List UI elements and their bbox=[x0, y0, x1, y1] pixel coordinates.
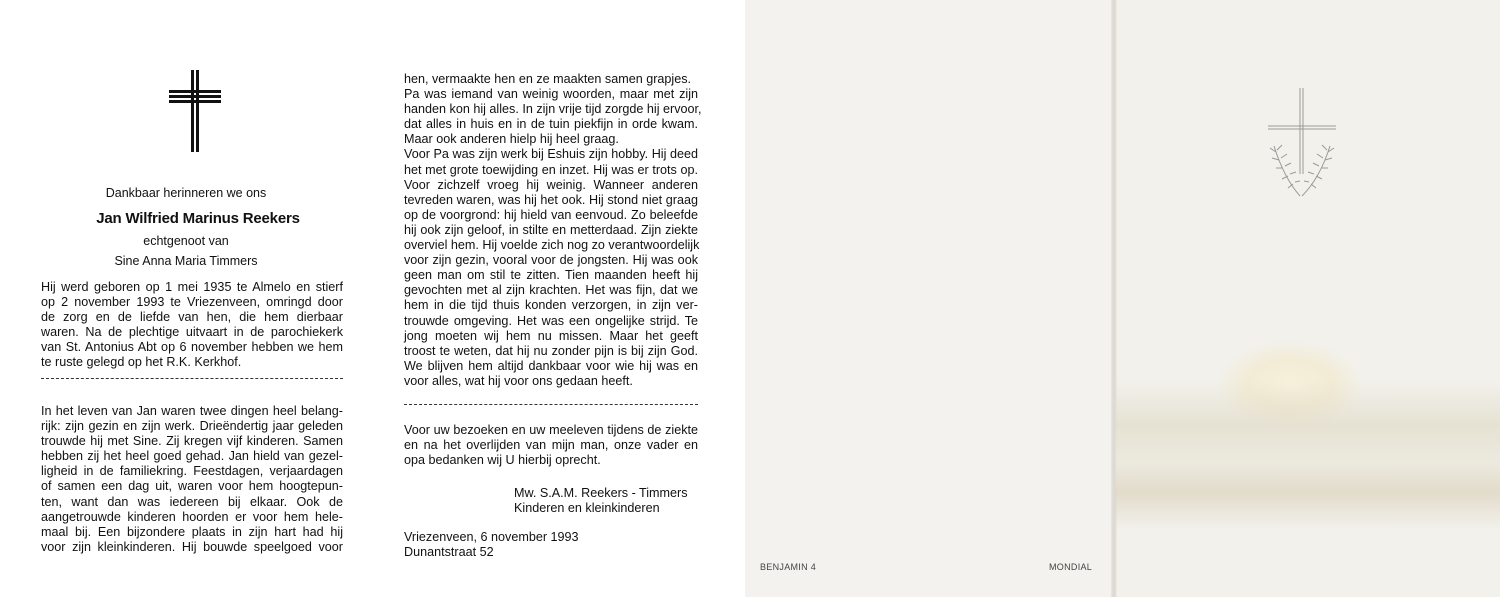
text-line: We blijven hem altijd dankbaar voor wie hij was en bbox=[404, 358, 698, 373]
text-line: en na het overlijden van mijn man, onze vader en bbox=[404, 438, 698, 453]
text-line: hij ook zijn geloof, in stilte en metterdaad. Zijn ziekte bbox=[404, 222, 698, 237]
biography-paragraph bbox=[41, 280, 343, 371]
deceased-name: Jan Wilfried Marinus Reekers bbox=[96, 210, 300, 227]
card-label-left: BENJAMIN 4 bbox=[760, 562, 817, 572]
life-paragraph bbox=[41, 404, 343, 555]
signer-family: Kinderen en kleinkinderen bbox=[514, 501, 660, 516]
text-line: tevreden waren, was hij het ook. Hij stond niet graag bbox=[404, 192, 698, 207]
text-line: opa bedanken wij U hierbij oprecht. bbox=[404, 453, 601, 468]
text-line: Voor zichzelf vroeg hij weinig. Wanneer anderen bbox=[404, 177, 698, 192]
text-line: aangetrouwde kinderen hoorden er voor hem hele- bbox=[41, 509, 343, 524]
text-line: trouwde omgeving. Het was een ongelijke strijd. Te bbox=[404, 313, 698, 328]
cross-laurel-icon bbox=[1262, 88, 1342, 203]
text-line: rijk: zijn gezin en zijn werk. Drieëndertig jaar geleden bbox=[41, 419, 343, 434]
divider bbox=[404, 404, 698, 405]
text-line: of samen een dag uit, waren voor hem hoogtepun- bbox=[41, 479, 343, 494]
text-line: voor zijn gezin, vooral voor de jongsten. Hij was ook bbox=[404, 253, 698, 268]
place-date: Vriezenveen, 6 november 1993 bbox=[404, 530, 579, 544]
text-line: trouwde hij met Sine. Zij kregen vijf kinderen. Samen bbox=[41, 434, 343, 449]
text-line: Voor Pa was zijn werk bij Eshuis zijn hobby. Hij deed bbox=[404, 147, 698, 162]
text-line: In het leven van Jan waren twee dingen heel belang- bbox=[41, 404, 343, 418]
text-line: Hij werd geboren op 1 mei 1935 te Almelo en stierf bbox=[41, 280, 343, 294]
clouds-illustration bbox=[1115, 380, 1500, 530]
text-line: ten, want dan was iedereen bij elkaar. Ook de bbox=[41, 494, 343, 509]
card-label-right: MONDIAL bbox=[1049, 562, 1093, 572]
cross-icon bbox=[169, 70, 221, 152]
address-block bbox=[404, 530, 664, 560]
text-line: geen man om stil te zitten. Tien maanden heeft hij bbox=[404, 268, 698, 283]
text-line: jong moeten wij hem nu missen. Maar het geeft bbox=[404, 328, 698, 343]
text-line: op 2 november 1993 te Vriezenveen, omringd door bbox=[41, 295, 343, 310]
text-line: troost te weten, dat hij nu zonder pijn is bij zijn God. bbox=[404, 343, 698, 358]
text-line: te ruste gelegd op het R.K. Kerkhof. bbox=[41, 355, 242, 370]
text-line: Maar ook anderen hielp hij heel graag. bbox=[404, 132, 619, 147]
text-line: het met grote toewijding en inzet. Hij was er trots op. bbox=[404, 162, 698, 177]
signature-block bbox=[514, 486, 714, 516]
thanks-paragraph bbox=[404, 423, 698, 468]
text-line: dat alles in huis en in de tuin piekfijn in orde kwam. bbox=[404, 117, 698, 132]
text-line: ligheid in de familiekring. Feestdagen, verjaardagen bbox=[41, 464, 343, 479]
text-line: overviel hem. Hij voelde zich nog zo verantwoordelijk bbox=[404, 238, 700, 253]
continuation-paragraph bbox=[404, 72, 702, 389]
text-line: op de voorgrond: hij hield van eenvoud. Zo beleefde bbox=[404, 207, 698, 222]
text-line: hem in die tijd thuis konden verzorgen, in zijn ver- bbox=[404, 298, 698, 313]
text-line: de zorg en de liefde van hen, die hem dierbaar bbox=[41, 310, 343, 325]
text-line: voor alles, wat hij voor ons gedaan heeft. bbox=[404, 373, 633, 388]
card-back bbox=[745, 0, 1115, 597]
divider bbox=[41, 378, 343, 379]
text-line: hen, vermaakte hen en ze maakten samen grapjes. bbox=[404, 72, 692, 86]
text-line: voor zijn kleinkinderen. Hij bouwde speelgoed voor bbox=[41, 539, 343, 554]
text-line: Pa was iemand van weinig woorden, maar met zijn bbox=[404, 87, 698, 102]
text-line: maal bij. Een bijzondere plaats in zijn hart had hij bbox=[41, 524, 343, 539]
text-line: waren. Na de plechtige uitvaart in de parochiekerk bbox=[41, 325, 343, 340]
spouse-name: Sine Anna Maria Timmers bbox=[114, 254, 258, 268]
intro-text: Dankbaar herinneren we ons bbox=[105, 186, 267, 200]
signer-name: Mw. S.A.M. Reekers - Timmers bbox=[514, 486, 688, 500]
text-line: hebben zij het heel goed gehad. Jan hield van gezel- bbox=[41, 449, 343, 464]
spouse-prefix: echtgenoot van bbox=[143, 234, 229, 248]
text-line: handen kon hij alles. In zijn vrije tijd zorgde hij ervoor, bbox=[404, 102, 702, 117]
text-line: van St. Antonius Abt op 6 november hebben we hem bbox=[41, 340, 343, 355]
address: Dunantstraat 52 bbox=[404, 545, 494, 560]
text-line: gevochten met al zijn krachten. Het was fijn, dat we bbox=[404, 283, 698, 298]
text-line: Voor uw bezoeken en uw meeleven tijdens de ziekte bbox=[404, 423, 698, 437]
